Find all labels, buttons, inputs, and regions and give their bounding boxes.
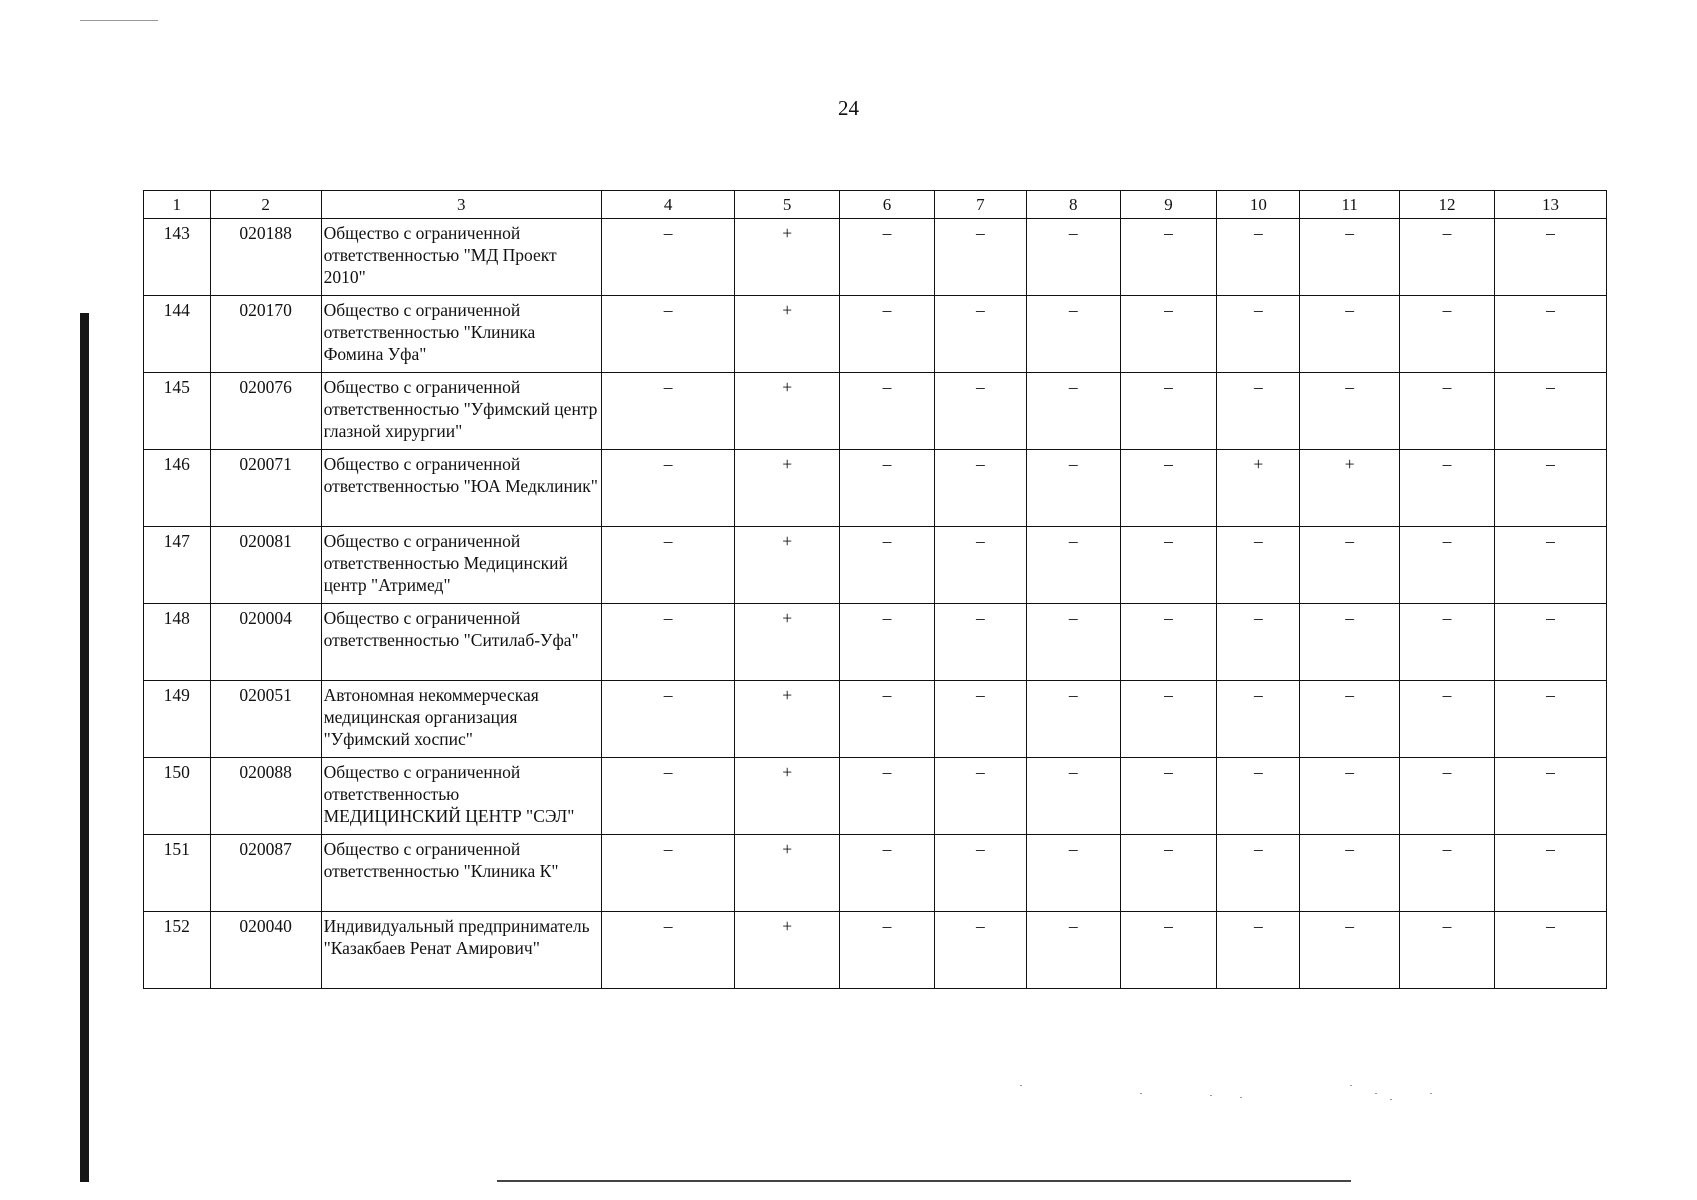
mark-cell-col-10: – — [1217, 758, 1300, 835]
mark-cell-col-6: – — [840, 450, 935, 527]
mark-cell-col-9: – — [1120, 527, 1217, 604]
mark-cell-col-10: – — [1217, 296, 1300, 373]
row-number: 143 — [144, 219, 211, 296]
mark-cell-col-7: – — [934, 758, 1026, 835]
mark-cell-col-9: – — [1120, 758, 1217, 835]
organization-name: Индивидуальный предприниматель "Казакбаев Ренат Амирович" — [321, 912, 601, 989]
mark-cell-col-5: + — [735, 219, 840, 296]
column-header-10: 10 — [1217, 191, 1300, 219]
mark-cell-col-4: – — [602, 681, 735, 758]
mark-cell-col-7: – — [934, 219, 1026, 296]
mark-cell-col-4: – — [602, 758, 735, 835]
mark-cell-col-8: – — [1026, 219, 1120, 296]
mark-cell-col-12: – — [1400, 604, 1495, 681]
mark-cell-col-11: – — [1300, 758, 1400, 835]
mark-cell-col-5: + — [735, 296, 840, 373]
mark-cell-col-6: – — [840, 604, 935, 681]
mark-cell-col-10: + — [1217, 450, 1300, 527]
mark-cell-col-6: – — [840, 835, 935, 912]
page-number: 24 — [838, 96, 859, 120]
table-header — [144, 191, 1607, 219]
organization-name: Общество с ограниченной ответственностью "МД Проект 2010" — [321, 219, 601, 296]
mark-cell-col-10: – — [1217, 527, 1300, 604]
row-number: 149 — [144, 681, 211, 758]
mark-cell-col-11: – — [1300, 912, 1400, 989]
mark-cell-col-11: – — [1300, 681, 1400, 758]
mark-cell-col-13: – — [1494, 835, 1606, 912]
mark-cell-col-8: – — [1026, 912, 1120, 989]
table-row — [144, 681, 1607, 758]
row-number: 147 — [144, 527, 211, 604]
mark-cell-col-8: – — [1026, 681, 1120, 758]
table-row — [144, 912, 1607, 989]
scan-bottom-edge-line — [497, 1180, 1351, 1182]
mark-cell-col-11: – — [1300, 604, 1400, 681]
mark-cell-col-11: – — [1300, 373, 1400, 450]
registry-code: 020040 — [210, 912, 321, 989]
scan-left-edge-shadow — [80, 313, 89, 1182]
row-number: 150 — [144, 758, 211, 835]
mark-cell-col-6: – — [840, 219, 935, 296]
mark-cell-col-12: – — [1400, 219, 1495, 296]
mark-cell-col-7: – — [934, 373, 1026, 450]
mark-cell-col-5: + — [735, 450, 840, 527]
row-number: 145 — [144, 373, 211, 450]
mark-cell-col-11: – — [1300, 296, 1400, 373]
mark-cell-col-7: – — [934, 912, 1026, 989]
organization-name: Общество с ограниченной ответственностью МЕДИЦИНСКИЙ ЦЕНТР "СЭЛ" — [321, 758, 601, 835]
mark-cell-col-13: – — [1494, 604, 1606, 681]
mark-cell-col-8: – — [1026, 373, 1120, 450]
mark-cell-col-10: – — [1217, 912, 1300, 989]
registry-code: 020188 — [210, 219, 321, 296]
organization-name: Общество с ограниченной ответственностью "Уфимский центр глазной хирургии" — [321, 373, 601, 450]
registry-code: 020004 — [210, 604, 321, 681]
row-number: 151 — [144, 835, 211, 912]
mark-cell-col-6: – — [840, 758, 935, 835]
column-header-8: 8 — [1026, 191, 1120, 219]
mark-cell-col-8: – — [1026, 450, 1120, 527]
mark-cell-col-7: – — [934, 296, 1026, 373]
mark-cell-col-8: – — [1026, 527, 1120, 604]
mark-cell-col-6: – — [840, 296, 935, 373]
column-header-1: 1 — [144, 191, 211, 219]
mark-cell-col-13: – — [1494, 912, 1606, 989]
mark-cell-col-13: – — [1494, 373, 1606, 450]
row-number: 144 — [144, 296, 211, 373]
mark-cell-col-5: + — [735, 681, 840, 758]
mark-cell-col-12: – — [1400, 373, 1495, 450]
mark-cell-col-4: – — [602, 450, 735, 527]
header-row — [144, 191, 1607, 219]
registry-code: 020081 — [210, 527, 321, 604]
column-header-6: 6 — [840, 191, 935, 219]
registry-code: 020076 — [210, 373, 321, 450]
mark-cell-col-4: – — [602, 219, 735, 296]
mark-cell-col-13: – — [1494, 527, 1606, 604]
organization-name: Автономная некоммерческая медицинская организация "Уфимский хоспис" — [321, 681, 601, 758]
mark-cell-col-13: – — [1494, 450, 1606, 527]
column-header-11: 11 — [1300, 191, 1400, 219]
mark-cell-col-4: – — [602, 373, 735, 450]
mark-cell-col-13: – — [1494, 758, 1606, 835]
table-row — [144, 296, 1607, 373]
mark-cell-col-9: – — [1120, 450, 1217, 527]
mark-cell-col-8: – — [1026, 296, 1120, 373]
registry-code: 020051 — [210, 681, 321, 758]
column-header-7: 7 — [934, 191, 1026, 219]
mark-cell-col-7: – — [934, 835, 1026, 912]
mark-cell-col-4: – — [602, 912, 735, 989]
registry-code: 020087 — [210, 835, 321, 912]
table-row — [144, 373, 1607, 450]
mark-cell-col-10: – — [1217, 373, 1300, 450]
mark-cell-col-7: – — [934, 527, 1026, 604]
mark-cell-col-9: – — [1120, 219, 1217, 296]
column-header-3: 3 — [321, 191, 601, 219]
mark-cell-col-11: – — [1300, 219, 1400, 296]
organization-name: Общество с ограниченной ответственностью "Ситилаб-Уфа" — [321, 604, 601, 681]
organization-name: Общество с ограниченной ответственностью "ЮА Медклиник" — [321, 450, 601, 527]
mark-cell-col-6: – — [840, 912, 935, 989]
mark-cell-col-4: – — [602, 527, 735, 604]
mark-cell-col-9: – — [1120, 296, 1217, 373]
table-row — [144, 527, 1607, 604]
mark-cell-col-4: – — [602, 296, 735, 373]
mark-cell-col-10: – — [1217, 835, 1300, 912]
mark-cell-col-10: – — [1217, 219, 1300, 296]
row-number: 146 — [144, 450, 211, 527]
mark-cell-col-12: – — [1400, 450, 1495, 527]
mark-cell-col-9: – — [1120, 835, 1217, 912]
table-body — [144, 219, 1607, 989]
table-row — [144, 450, 1607, 527]
organization-name: Общество с ограниченной ответственностью Медицинский центр "Атримед" — [321, 527, 601, 604]
mark-cell-col-12: – — [1400, 835, 1495, 912]
mark-cell-col-10: – — [1217, 681, 1300, 758]
table-row — [144, 758, 1607, 835]
mark-cell-col-6: – — [840, 373, 935, 450]
mark-cell-col-5: + — [735, 373, 840, 450]
mark-cell-col-5: + — [735, 912, 840, 989]
registry-code: 020071 — [210, 450, 321, 527]
mark-cell-col-13: – — [1494, 681, 1606, 758]
registry-table — [143, 190, 1607, 989]
mark-cell-col-8: – — [1026, 758, 1120, 835]
mark-cell-col-12: – — [1400, 527, 1495, 604]
table-row — [144, 604, 1607, 681]
mark-cell-col-9: – — [1120, 681, 1217, 758]
mark-cell-col-12: – — [1400, 758, 1495, 835]
column-header-13: 13 — [1494, 191, 1606, 219]
top-edge-mark — [80, 20, 158, 21]
row-number: 148 — [144, 604, 211, 681]
mark-cell-col-4: – — [602, 835, 735, 912]
mark-cell-col-10: – — [1217, 604, 1300, 681]
column-header-12: 12 — [1400, 191, 1495, 219]
mark-cell-col-13: – — [1494, 219, 1606, 296]
mark-cell-col-11: – — [1300, 527, 1400, 604]
organization-name: Общество с ограниченной ответственностью "Клиника Фомина Уфа" — [321, 296, 601, 373]
mark-cell-col-9: – — [1120, 604, 1217, 681]
table-row — [144, 219, 1607, 296]
mark-cell-col-13: – — [1494, 296, 1606, 373]
column-header-5: 5 — [735, 191, 840, 219]
registry-code: 020170 — [210, 296, 321, 373]
mark-cell-col-6: – — [840, 527, 935, 604]
mark-cell-col-5: + — [735, 604, 840, 681]
mark-cell-col-5: + — [735, 527, 840, 604]
column-header-2: 2 — [210, 191, 321, 219]
organization-name: Общество с ограниченной ответственностью "Клиника К" — [321, 835, 601, 912]
mark-cell-col-5: + — [735, 835, 840, 912]
mark-cell-col-7: – — [934, 681, 1026, 758]
mark-cell-col-12: – — [1400, 912, 1495, 989]
mark-cell-col-7: – — [934, 450, 1026, 527]
column-header-9: 9 — [1120, 191, 1217, 219]
mark-cell-col-12: – — [1400, 296, 1495, 373]
mark-cell-col-6: – — [840, 681, 935, 758]
mark-cell-col-9: – — [1120, 373, 1217, 450]
registry-code: 020088 — [210, 758, 321, 835]
row-number: 152 — [144, 912, 211, 989]
column-header-4: 4 — [602, 191, 735, 219]
mark-cell-col-11: – — [1300, 835, 1400, 912]
mark-cell-col-5: + — [735, 758, 840, 835]
mark-cell-col-8: – — [1026, 604, 1120, 681]
mark-cell-col-11: + — [1300, 450, 1400, 527]
table-row — [144, 835, 1607, 912]
mark-cell-col-9: – — [1120, 912, 1217, 989]
mark-cell-col-4: – — [602, 604, 735, 681]
mark-cell-col-8: – — [1026, 835, 1120, 912]
mark-cell-col-12: – — [1400, 681, 1495, 758]
mark-cell-col-7: – — [934, 604, 1026, 681]
